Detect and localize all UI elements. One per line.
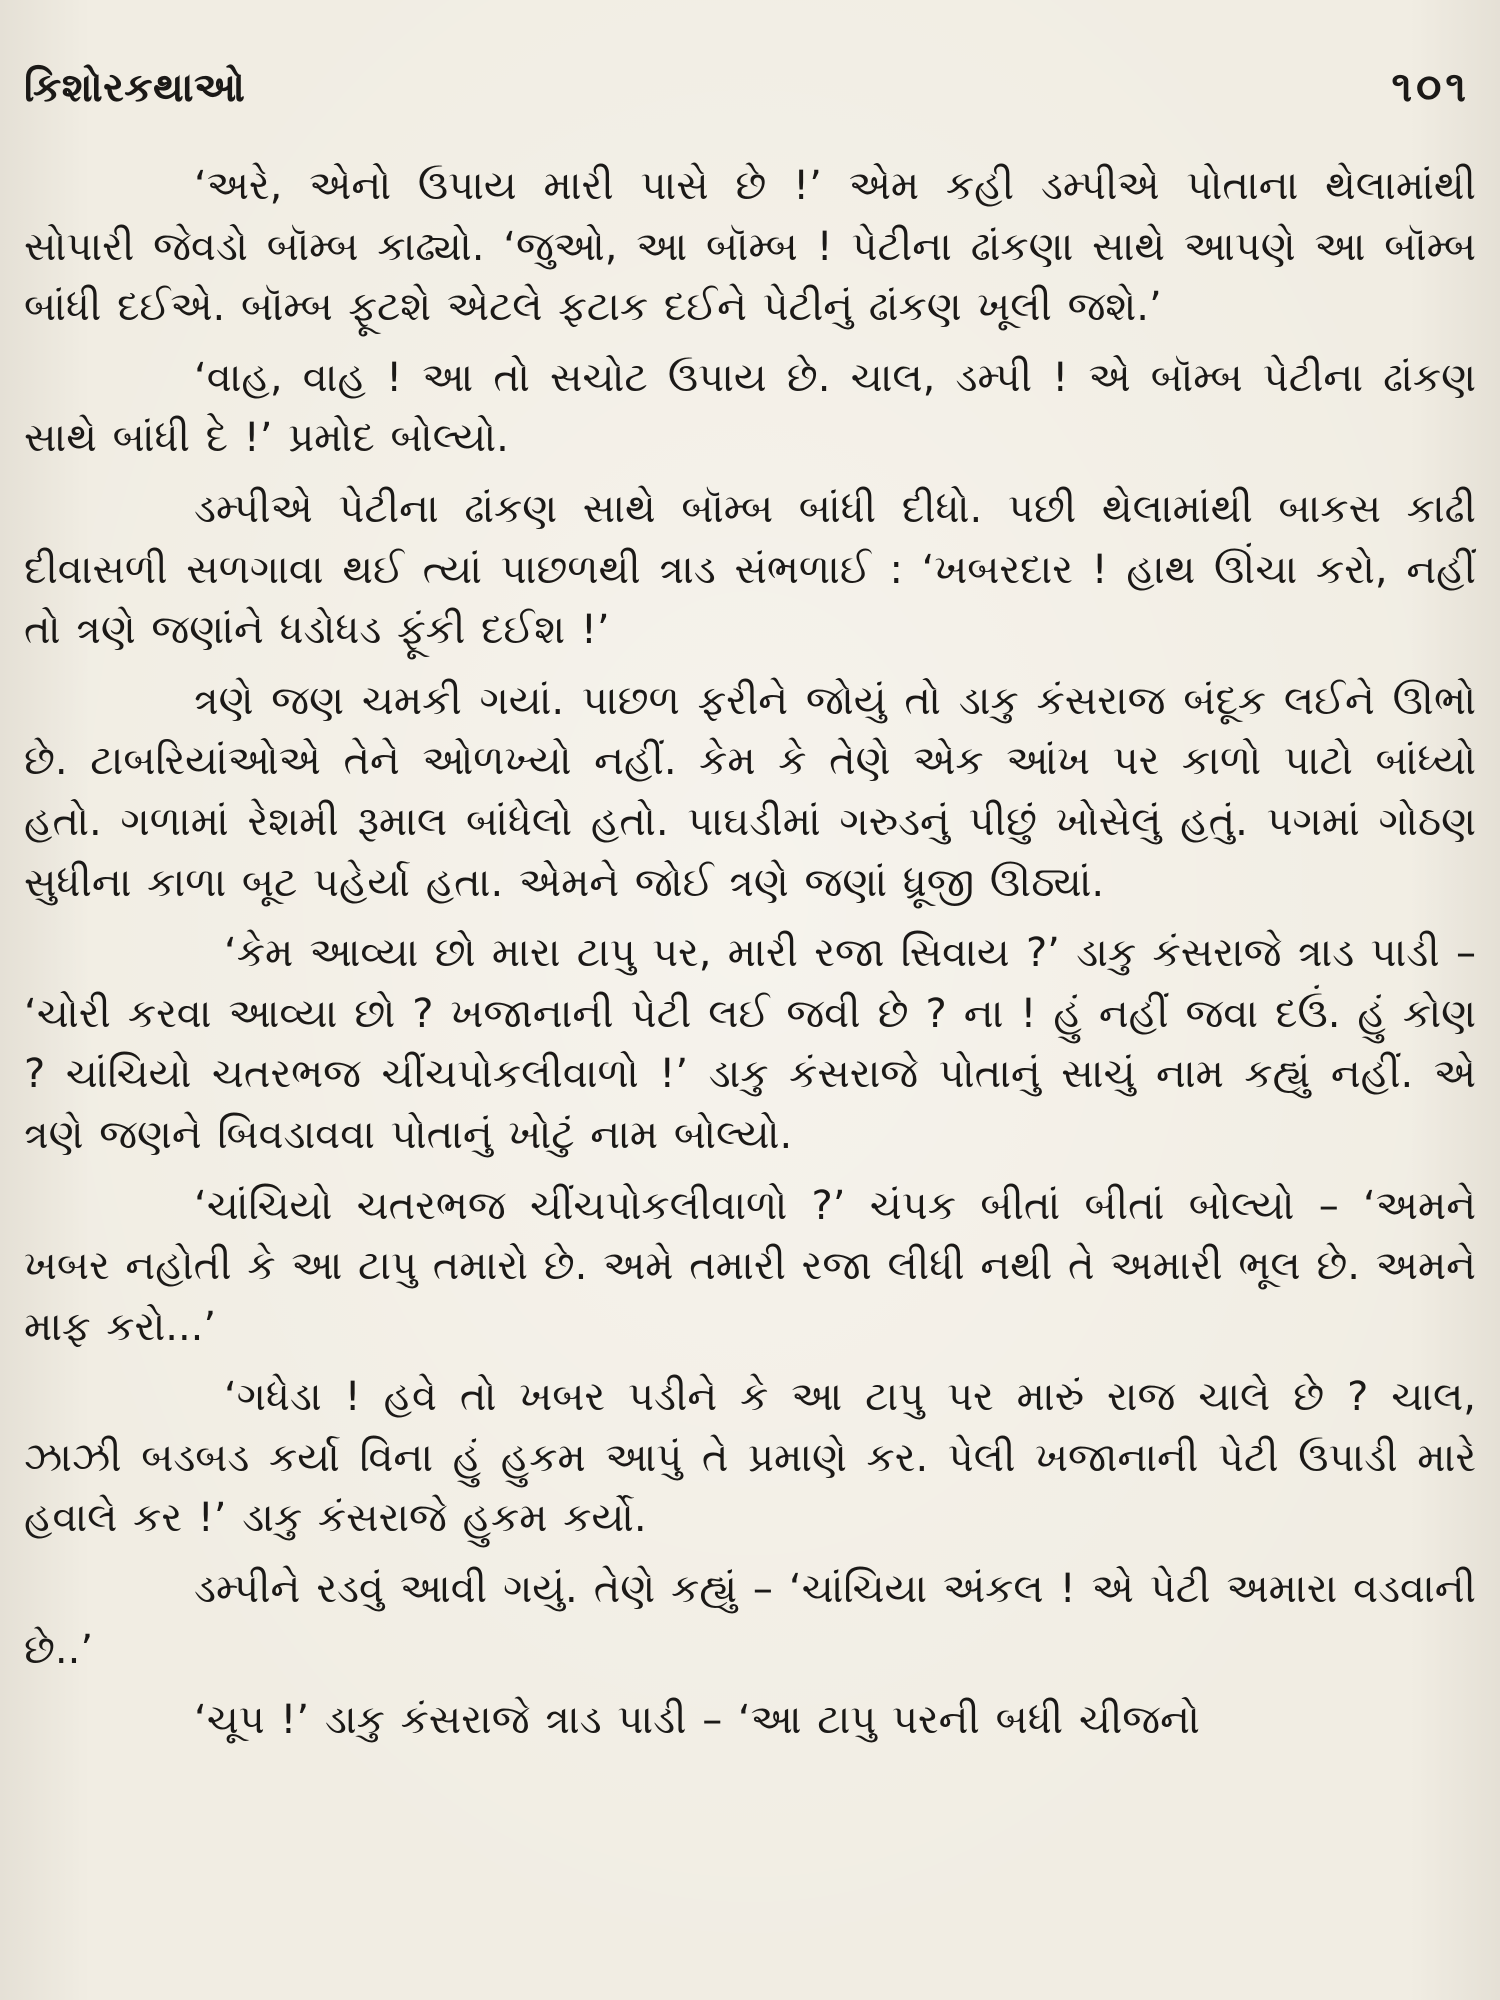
paragraph: ‘વાહ, વાહ ! આ તો સચોટ ઉપાય છે. ચાલ, ડમ્પી ! એ બૉમ્બ પેટીના ઢાંકણ સાથે બાંધી દે !’ પ્રમોદ બોલ્યો. [24,354,1476,462]
paragraph: ‘ચાંચિયો ચતરભજ ચીંચપોકલીવાળો ?’ ચંપક બીતાં બીતાં બોલ્યો – ‘અમને ખબર નહોતી કે આ ટાપુ તમારો છે. અમે તમારી રજા લીધી નથી તે અમારી ભૂલ છે. અમને માફ કરો...’ [24,1182,1476,1350]
paragraph: ‘કેમ આવ્યા છો મારા ટાપુ પર, મારી રજા સિવાય ?’ ડાકુ કંસરાજે ત્રાડ પાડી – ‘ચોરી કરવા આવ્યા છો ? ખજાનાની પેટી લઈ જવી છે ? ના ! હું નહીં જવા દઉં. હું કોણ ? ચાંચિયો ચતરભજ ચીંચપોકલીવાળો !’ ડાકુ કંસરાજે પોતાનું સાચું નામ કહ્યું નહીં. એ ત્રણે જણને બિવડાવવા પોતાનું ખોટું નામ બોલ્યો. [24,930,1476,1158]
running-title: કિશોરકથાઓ [24,65,246,111]
page-number: ૧૦૧ [1391,62,1470,111]
paragraph: ‘અરે, એનો ઉપાય મારી પાસે છે !’ એમ કહી ડમ્પીએ પોતાના થેલામાંથી સોપારી જેવડો બૉમ્બ કાઢ્યો. ‘જુઓ, આ બૉમ્બ ! પેટીના ઢાંકણા સાથે આપણે આ બૉમ્બ બાંધી દઈએ. બૉમ્બ ફૂટશે એટલે ફટાક દઈને પેટીનું ઢાંકણ ખૂલી જશે.’ [24,163,1476,331]
paragraph: ‘ચૂપ !’ ડાકુ કંસરાજે ત્રાડ પાડી – ‘આ ટાપુ પરની બધી ચીજનો [194,1697,1200,1744]
running-header [24,62,1476,142]
paragraph: ત્રણે જણ ચમકી ગયાં. પાછળ ફરીને જોયું તો ડાકુ કંસરાજ બંદૂક લઈને ઊભો છે. ટાબરિયાંઓએ તેને ઓળખ્યો નહીં. કેમ કે તેણે એક આંખ પર કાળો પાટો બાંધ્યો હતો. ગળામાં રેશમી રૂમાલ બાંધેલો હતો. પાઘડીમાં ગરુડનું પીછું ખોસેલું હતું. પગમાં ગોઠણ સુધીના કાળા બૂટ પહેર્યા હતા. એમને જોઈ ત્રણે જણાં ધ્રૂજી ઊઠ્યાં. [24,677,1476,906]
paragraph: ડમ્પીએ પેટીના ઢાંકણ સાથે બૉમ્બ બાંધી દીધો. પછી થેલામાંથી બાકસ કાઢી દીવાસળી સળગાવા થઈ ત્યાં પાછળથી ત્રાડ સંભળાઈ : ‘ખબરદાર ! હાથ ઊંચા કરો, નહીં તો ત્રણે જણાંને ધડોધડ ફૂંકી દઈશ !’ [24,485,1476,654]
paragraph: ‘ગધેડા ! હવે તો ખબર પડીને કે આ ટાપુ પર મારું રાજ ચાલે છે ? ચાલ, ઝાઝી બડબડ કર્યા વિના હું હુકમ આપું તે પ્રમાણે કર. પેલી ખજાનાની પેટી ઉપાડી મારે હવાલે કર !’ ડાકુ કંસરાજે હુકમ કર્યો. [24,1374,1476,1542]
body-text [24,156,1476,1751]
paragraph: ડમ્પીને રડવું આવી ગયું. તેણે કહ્યું – ‘ચાંચિયા અંકલ ! એ પેટી અમારા વડવાની છે..’ [24,1566,1476,1673]
